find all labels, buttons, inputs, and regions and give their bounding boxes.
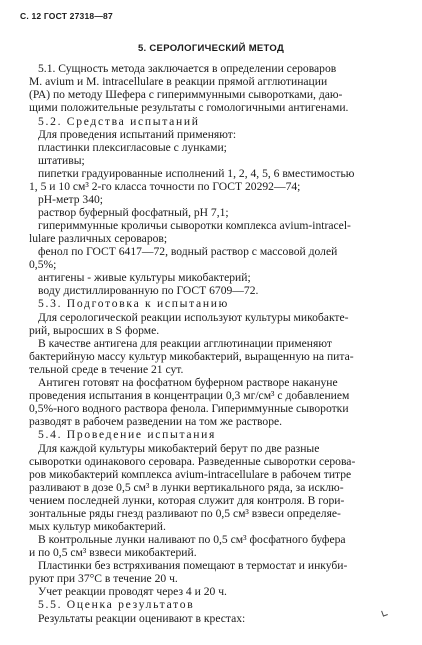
text-line: 0,5%; bbox=[29, 258, 57, 271]
text-line: 1, 5 и 10 см³ 2-го класса точности по ГОСТ 20292—74; bbox=[29, 180, 301, 193]
text-line: (РА) по методу Шефера с гипериммунными сыворотками, даю- bbox=[29, 88, 343, 101]
text-line: щими положительные результаты с гомологичными антигенами. bbox=[29, 101, 349, 114]
text-line: Для серологической реакции используют культуры микобакте- bbox=[38, 311, 349, 324]
text-line: M. avium и M. intracellulare в реакции прямой агглютинации bbox=[29, 75, 328, 88]
check-mark-icon bbox=[381, 609, 388, 616]
text-line: фенол по ГОСТ 6417—72, водный раствор с массовой долей bbox=[38, 245, 338, 258]
text-line: гипериммунные кроличьи сыворотки комплекса avium-intracel- bbox=[38, 219, 351, 232]
subsection-heading: 5.2. Средства испытаний bbox=[38, 115, 200, 128]
text-line: Для проведения испытаний применяют: bbox=[38, 128, 237, 141]
text-line: 0,5%-ного водного раствора фенола. Гипериммунные сыворотки bbox=[29, 402, 349, 415]
subsection-heading: 5.5. Оценка результатов bbox=[38, 598, 195, 611]
text-line: пипетки градуированные исполнений 1, 2, 4, 5, 6 вместимостью bbox=[38, 167, 355, 180]
text-line: чением последней лунки, которая служит для контроля. В гори- bbox=[29, 494, 345, 507]
text-line: В контрольные лунки наливают по 0,5 см³ фосфатного буфера bbox=[38, 533, 346, 546]
page-header: С. 12 ГОСТ 27318—87 bbox=[20, 11, 113, 21]
subsection-heading: 5.3. Подготовка к испытанию bbox=[38, 297, 230, 310]
text-line: Антиген готовят на фосфатном буферном растворе накануне bbox=[38, 376, 338, 389]
text-line: pH-метр 340; bbox=[38, 193, 104, 206]
text-line: тельной среде в течение 21 сут. bbox=[29, 363, 184, 376]
text-line: 5.1. Сущность метода заключается в определении сероваров bbox=[38, 62, 337, 75]
text-line: проведения испытания в концентрации 0,3 мг/см³ с добавлением bbox=[29, 389, 350, 402]
text-line: В качестве антигена для реакции агглютинации применяют bbox=[38, 337, 332, 350]
text-line: антигены - живые культуры микобактерий; bbox=[38, 271, 251, 284]
text-line: штативы; bbox=[38, 154, 85, 167]
text-line: Для каждой культуры микобактерий берут по две разные bbox=[38, 442, 320, 455]
text-line: Результаты реакции оценивают в крестах: bbox=[38, 612, 246, 625]
text-line: раствор буферный фосфатный, pH 7,1; bbox=[38, 206, 229, 219]
text-line: разливают в дозе 0,5 см³ в лунки вертикального ряда, за исклю- bbox=[29, 481, 344, 494]
subsection-heading: 5.4. Проведение испытания bbox=[38, 428, 217, 441]
text-line: бактерийную массу культур микобактерий, выращенную на пита- bbox=[29, 350, 354, 363]
text-line: воду дистиллированную по ГОСТ 6709—72. bbox=[38, 284, 259, 297]
text-line: руют при 37°С в течение 20 ч. bbox=[29, 572, 178, 585]
text-line: Учет реакции проводят через 4 и 20 ч. bbox=[38, 585, 227, 598]
text-line: пластинки плексигласовые с лунками; bbox=[38, 141, 227, 154]
text-line: Пластинки без встряхивания помещают в термостат и инкуби- bbox=[38, 559, 348, 572]
text-line: зонтальные ряды гнезд разливают по 0,5 см³ взвеси определяе- bbox=[29, 507, 341, 520]
text-line: мых культур микобактерий. bbox=[29, 520, 166, 533]
text-line: рий, выросших в S форме. bbox=[29, 324, 160, 337]
text-line: и по 0,5 см³ взвеси микобактерий. bbox=[29, 546, 197, 559]
section-title: 5. СЕРОЛОГИЧЕСКИЙ МЕТОД bbox=[137, 43, 285, 54]
text-line: сыворотки одинакового серовара. Разведенные сыворотки серова- bbox=[29, 455, 356, 468]
text-line: ров микобактерий комплекса avium-intracellulare в рабочем титре bbox=[29, 468, 352, 481]
text-line: lulare различных сероваров; bbox=[29, 232, 168, 245]
text-line: разводят в рабочем разведении на том же растворе. bbox=[29, 415, 283, 428]
